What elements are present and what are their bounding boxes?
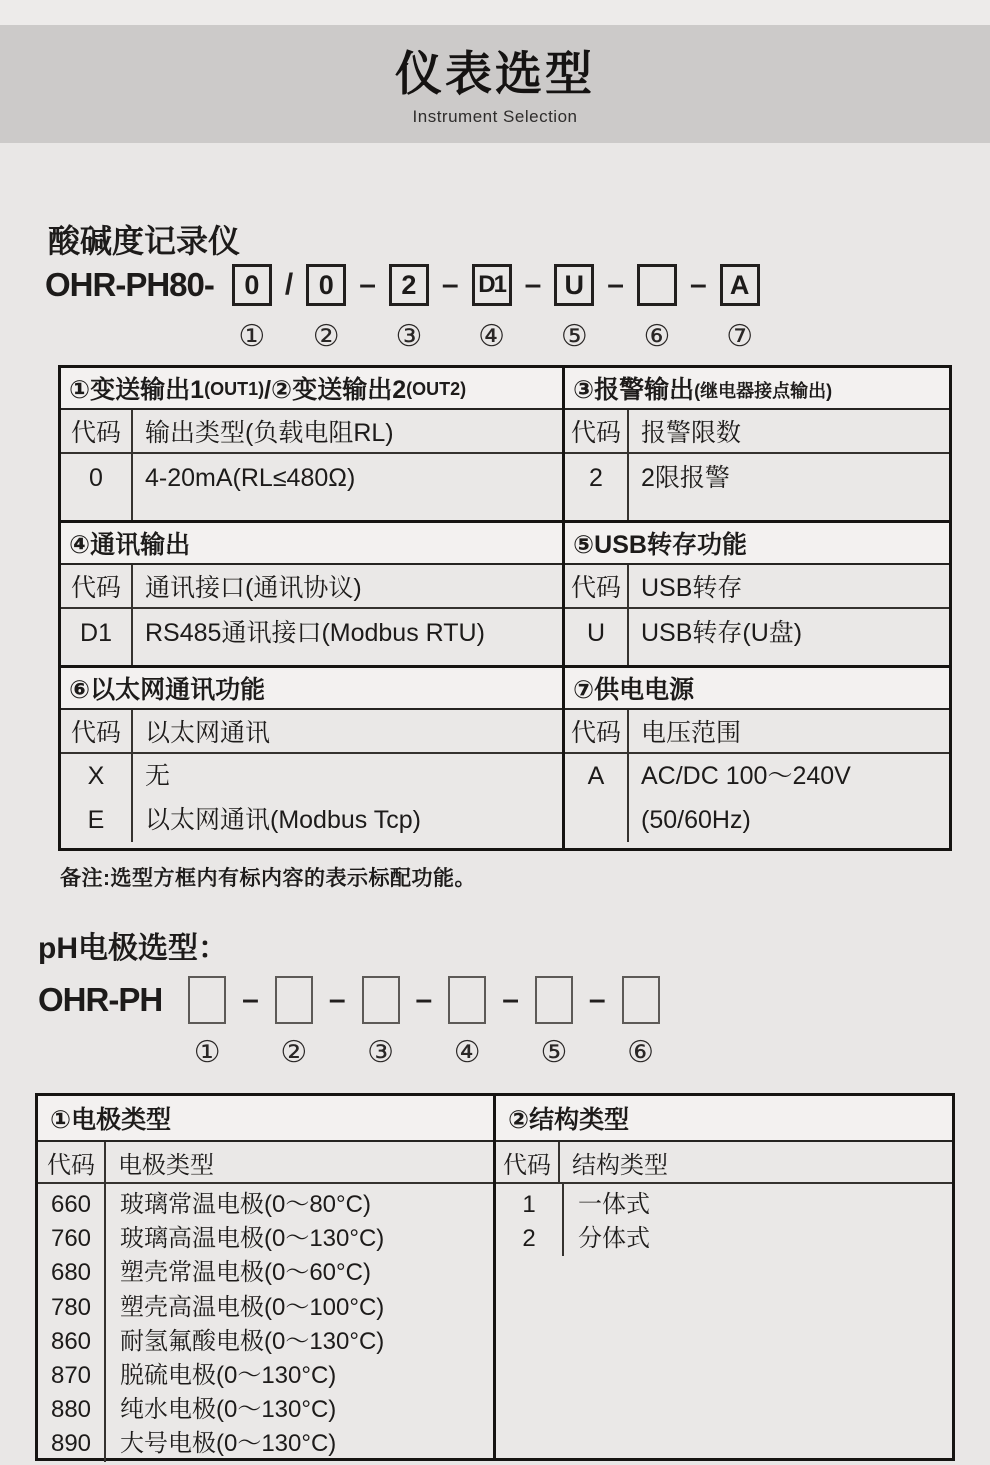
model-code-box-5: U xyxy=(554,264,594,306)
title-part: ⑤USB转存功能 xyxy=(573,531,747,559)
title-part: ⑦供电电源 xyxy=(573,676,695,704)
model-code-unit-6 xyxy=(637,264,677,354)
code-column-header: 代码 xyxy=(496,1142,560,1182)
section-transmit-output-header xyxy=(61,368,562,410)
electrode-type-subheader xyxy=(38,1142,493,1184)
model-code-unit-7 xyxy=(720,264,760,354)
section-ethernet xyxy=(61,665,562,842)
code-value: U xyxy=(586,619,606,647)
section-power xyxy=(565,665,949,842)
section-ethernet-header xyxy=(61,668,562,710)
desc-value: 玻璃高温电极(0～130°C) xyxy=(120,1225,385,1253)
model-code-box-3: 2 xyxy=(389,264,429,306)
product-name: 酸碱度记录仪 xyxy=(48,223,241,259)
title-part: ⑥以太网通讯功能 xyxy=(69,676,266,704)
electrode-model-prefix: OHR-PH xyxy=(38,981,163,1018)
desc-value: 大号电极(0～130°C) xyxy=(120,1430,337,1458)
section-structure-type xyxy=(496,1096,952,1256)
code-value: 890 xyxy=(50,1430,92,1458)
code-value: 870 xyxy=(50,1362,92,1390)
circle-number-2: ② xyxy=(280,1036,308,1069)
desc-cell xyxy=(629,609,949,665)
electrode-model-code-row xyxy=(38,976,660,1070)
code-value: X xyxy=(87,762,105,790)
desc-value: 一体式 xyxy=(578,1191,650,1218)
ethernet-rows xyxy=(61,754,562,842)
usb-row xyxy=(565,609,949,665)
code-cell xyxy=(61,454,133,520)
separator-dash: – xyxy=(588,983,606,1016)
code-value: E xyxy=(87,806,105,834)
desc-cell xyxy=(133,609,562,665)
transmit-output-row xyxy=(61,454,562,520)
section-power-header xyxy=(565,668,949,710)
electrode-code-box-5 xyxy=(535,976,573,1024)
electrode-code-box-2 xyxy=(275,976,313,1024)
ethernet-subheader xyxy=(61,710,562,754)
desc-cell xyxy=(629,754,949,842)
desc-value: AC/DC 100～240V xyxy=(641,762,851,790)
separator-dash: – xyxy=(242,983,259,1016)
circle-number-4: ④ xyxy=(453,1036,481,1069)
circle-number-4: ④ xyxy=(478,320,506,353)
desc-value: 4-20mA(RL≤480Ω) xyxy=(145,464,356,492)
desc-value: 脱硫电极(0～130°C) xyxy=(120,1362,337,1390)
title-part: ①变送输出1 xyxy=(69,376,205,404)
desc-value: 耐氢氟酸电极(0～130°C) xyxy=(120,1327,385,1355)
model-code-unit-4 xyxy=(472,264,512,354)
code-column-header: 代码 xyxy=(38,1142,106,1182)
electrode-code-unit-2 xyxy=(275,976,313,1070)
separator-dash: – xyxy=(328,983,346,1016)
code-column-header: 代码 xyxy=(565,565,629,607)
top-strip xyxy=(0,0,990,25)
electrode-code-box-6 xyxy=(622,976,660,1024)
section-comm-output-header xyxy=(61,523,562,565)
code-value: 2 xyxy=(522,1225,536,1253)
electrode-table-right-half xyxy=(496,1096,952,1458)
section-alarm-output xyxy=(565,368,949,520)
model-code-unit-3 xyxy=(389,264,429,354)
title-part-small: (OUT2) xyxy=(406,379,467,399)
model-code-box-6-empty xyxy=(637,264,677,306)
electrode-selection-table xyxy=(35,1093,955,1461)
desc-cell xyxy=(629,454,949,520)
code-cell xyxy=(565,454,629,520)
desc-value: USB转存(U盘) xyxy=(641,619,803,647)
code-column-header: 代码 xyxy=(61,710,133,752)
code-value: 660 xyxy=(50,1191,92,1218)
note-text: 备注:选型方框内有标内容的表示标配功能。 xyxy=(60,867,476,890)
separator-dash: – xyxy=(415,983,433,1016)
code-cell xyxy=(565,754,629,842)
desc-column-header: 以太网通讯 xyxy=(145,719,271,747)
power-rows xyxy=(565,754,949,842)
code-value: 680 xyxy=(50,1259,92,1287)
circle-number-1: ① xyxy=(193,1036,221,1069)
circle-number-6: ⑥ xyxy=(643,320,671,353)
desc-value: 分体式 xyxy=(578,1225,650,1253)
model-code-unit-2 xyxy=(306,264,346,354)
model-code-unit-1 xyxy=(232,264,272,354)
structure-type-subheader xyxy=(496,1142,952,1184)
electrode-code-box-1 xyxy=(188,976,226,1024)
code-value: 760 xyxy=(50,1225,92,1253)
page-subtitle: Instrument Selection xyxy=(412,107,578,126)
section-structure-type-header xyxy=(496,1096,952,1142)
circle-number-7: ⑦ xyxy=(726,320,754,353)
code-value: D1 xyxy=(80,619,112,647)
section-electrode-type xyxy=(38,1096,493,1462)
meter-table-left-half xyxy=(61,368,565,848)
code-column-header: 代码 xyxy=(61,565,133,607)
alarm-output-subheader xyxy=(565,410,949,454)
code-value: 860 xyxy=(50,1327,92,1355)
electrode-code-unit-5 xyxy=(535,976,573,1070)
desc-cell xyxy=(564,1184,952,1256)
title-part-small: (OUT1) xyxy=(204,379,265,399)
desc-column-header: 报警限数 xyxy=(641,419,742,447)
model-code-box-4: D1 xyxy=(472,264,512,306)
code-cell xyxy=(496,1184,564,1256)
electrode-type-rows xyxy=(38,1184,493,1462)
desc-column-header: 输出类型(负载电阻RL) xyxy=(145,419,394,447)
model-code-unit-5 xyxy=(554,264,594,354)
code-value: 780 xyxy=(50,1293,92,1321)
electrode-code-unit-1 xyxy=(188,976,226,1070)
title-part: ③报警输出 xyxy=(573,376,695,404)
separator-dash: – xyxy=(524,268,542,301)
section-transmit-output xyxy=(61,368,562,520)
desc-column-header: 通讯接口(通讯协议) xyxy=(145,574,362,602)
transmit-output-subheader xyxy=(61,410,562,454)
code-column-header: 代码 xyxy=(565,410,629,452)
desc-column-header: 电压范围 xyxy=(641,719,742,747)
desc-value: 2限报警 xyxy=(641,464,730,492)
alarm-output-row xyxy=(565,454,949,520)
recorder-model-code-row xyxy=(45,264,760,354)
comm-output-subheader xyxy=(61,565,562,609)
comm-output-row xyxy=(61,609,562,665)
code-value: A xyxy=(587,762,605,790)
code-cell xyxy=(61,609,133,665)
model-code-box-1: 0 xyxy=(232,264,272,306)
electrode-code-unit-3 xyxy=(362,976,400,1070)
desc-value: 无 xyxy=(145,762,171,790)
structure-type-rows xyxy=(496,1184,952,1256)
circle-number-3: ③ xyxy=(395,320,423,353)
circle-number-5: ⑤ xyxy=(560,320,588,353)
title-part: ②结构类型 xyxy=(508,1106,630,1134)
separator-dash: – xyxy=(502,983,519,1016)
desc-cell xyxy=(133,454,562,520)
title-part: ①电极类型 xyxy=(50,1106,172,1134)
meter-table-right-half xyxy=(565,368,949,848)
title-part-small: (继电器接点输出) xyxy=(694,380,833,401)
circle-number-5: ⑤ xyxy=(540,1036,568,1069)
desc-value: RS485通讯接口(Modbus RTU) xyxy=(145,619,485,647)
section-alarm-output-header xyxy=(565,368,949,410)
circle-number-6: ⑥ xyxy=(627,1036,655,1069)
meter-selection-table xyxy=(58,365,952,851)
electrode-code-unit-6 xyxy=(622,976,660,1070)
desc-value: 纯水电极(0～130°C) xyxy=(120,1396,337,1424)
separator-slash: / xyxy=(284,268,294,301)
section-usb xyxy=(565,520,949,665)
separator-dash: – xyxy=(441,268,459,301)
desc-column-header: USB转存 xyxy=(641,574,743,602)
electrode-code-unit-4 xyxy=(448,976,486,1070)
model-code-box-2: 0 xyxy=(306,264,346,306)
desc-value: 塑壳高温电极(0～100°C) xyxy=(120,1293,385,1321)
electrode-selection-heading: pH电极选型： xyxy=(38,932,228,965)
section-usb-header xyxy=(565,523,949,565)
code-value: 2 xyxy=(589,464,603,492)
code-value: 880 xyxy=(50,1396,92,1424)
desc-value: 以太网通讯(Modbus Tcp) xyxy=(145,806,421,834)
power-subheader xyxy=(565,710,949,754)
code-cell xyxy=(38,1184,106,1462)
code-column-header: 代码 xyxy=(61,410,133,452)
desc-cell xyxy=(106,1184,493,1462)
code-column-header: 代码 xyxy=(565,710,629,752)
code-value: 0 xyxy=(89,464,103,492)
title-part: /②变送输出2 xyxy=(264,376,407,404)
separator-dash: – xyxy=(607,268,624,301)
separator-dash: – xyxy=(359,268,376,301)
desc-column-header: 电极类型 xyxy=(118,1151,214,1179)
title-part: ④通讯输出 xyxy=(69,531,191,559)
code-cell xyxy=(61,754,133,842)
header-banner xyxy=(0,25,990,143)
desc-value: 塑壳常温电极(0～60°C) xyxy=(120,1259,371,1287)
circle-number-1: ① xyxy=(238,320,266,353)
circle-number-3: ③ xyxy=(367,1036,394,1069)
desc-value: (50/60Hz) xyxy=(641,806,751,834)
code-cell xyxy=(565,609,629,665)
usb-subheader xyxy=(565,565,949,609)
desc-value: 玻璃常温电极(0～80°C) xyxy=(120,1191,371,1218)
section-comm-output xyxy=(61,520,562,665)
model-code-box-7: A xyxy=(720,264,760,306)
page-title: 仪表选型 xyxy=(395,47,595,100)
electrode-code-box-4 xyxy=(448,976,486,1024)
separator-dash: – xyxy=(689,268,707,301)
desc-column-header: 结构类型 xyxy=(572,1151,668,1179)
code-value: 1 xyxy=(522,1191,536,1218)
electrode-table-left-half xyxy=(38,1096,496,1458)
electrode-code-box-3 xyxy=(362,976,400,1024)
circle-number-2: ② xyxy=(312,320,340,353)
model-prefix: OHR-PH80- xyxy=(45,266,214,303)
section-electrode-type-header xyxy=(38,1096,493,1142)
desc-cell xyxy=(133,754,562,842)
